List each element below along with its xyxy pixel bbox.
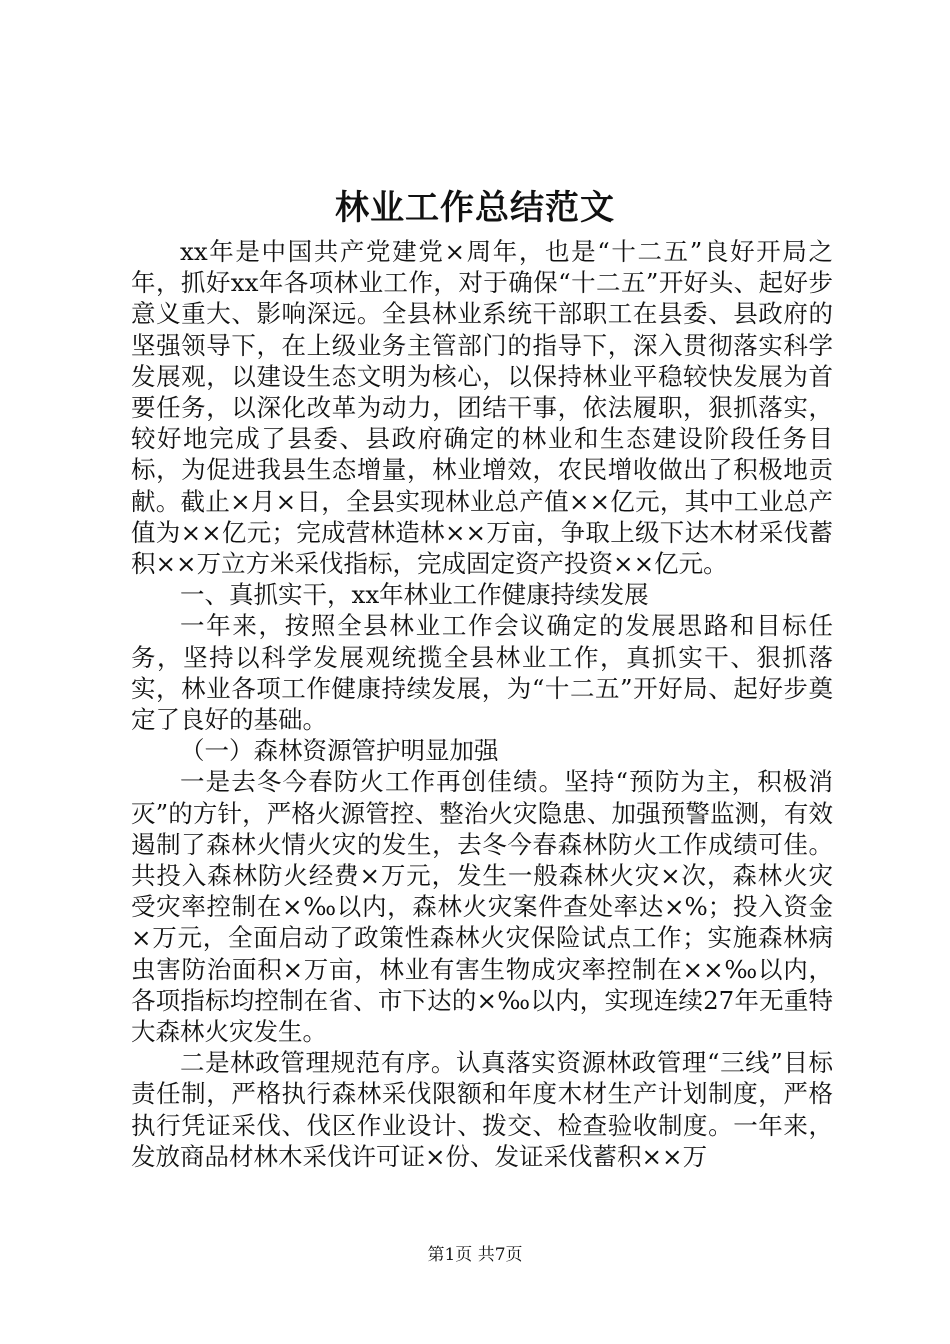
- section-paragraph: 一年来，按照全县林业工作会议确定的发展思路和目标任务，坚持以科学发展观统揽全县林业工作，真抓实干、狠抓落实，林业各项工作健康持续发展，为“十二五”开好局、起好步奠定了良好的基础。: [131, 611, 833, 735]
- subsection-heading: （一）森林资源管护明显加强: [180, 736, 499, 766]
- section-heading: 一、真抓实干，xx年林业工作健康持续发展: [180, 580, 649, 610]
- document-body: [131, 236, 833, 1172]
- fire-prevention-paragraph: 一是去冬今春防火工作再创佳绩。坚持“预防为主，积极消灭”的方针，严格火源管控、整治火灾隐患、加强预警监测，有效遏制了森林火情火灾的发生，去冬今春森林防火工作成绩可佳。共投入森林防火经费×万元，发生一般森林火灾×次，森林火灾受灾率控制在×‰以内，森林火灾案件查处率达×%；投入资金×万元，全面启动了政策性森林火灾保险试点工作；实施森林病虫害防治面积×万亩，林业有害生物成灾率控制在××‰以内，各项指标均控制在省、市下达的×‰以内，实现连续27年无重特大森林火灾发生。: [131, 767, 833, 1047]
- forest-management-paragraph: 二是林政管理规范有序。认真落实资源林政管理“三线”目标责任制，严格执行森林采伐限额和年度木材生产计划制度，严格执行凭证采伐、伐区作业设计、拨交、检查验收制度。一年来，发放商品材林木采伐许可证×份、发证采伐蓄积××万: [131, 1048, 833, 1171]
- page-footer: 第1页 共7页: [427, 1245, 523, 1265]
- document-title: 林业工作总结范文: [335, 188, 615, 228]
- intro-paragraph: xx年是中国共产党建党×周年，也是“十二五”良好开局之年，抓好xx年各项林业工作，对于确保“十二五”开好头、起好步意义重大、影响深远。全县林业系统干部职工在县委、县政府的坚强领导下，在上级业务主管部门的指导下，深入贯彻落实科学发展观，以建设生态文明为核心，以保持林业平稳较快发展为首要任务，以深化改革为动力，团结干事，依法履职，狠抓落实，较好地完成了县委、县政府确定的林业和生态建设阶段任务目标，为促进我县生态增量，林业增效，农民增收做出了积极地贡献。截止×月×日，全县实现林业总产值××亿元，其中工业总产值为××亿元；完成营林造林××万亩，争取上级下达木材采伐蓄积××万立方米采伐指标，完成固定资产投资××亿元。: [131, 237, 833, 579]
